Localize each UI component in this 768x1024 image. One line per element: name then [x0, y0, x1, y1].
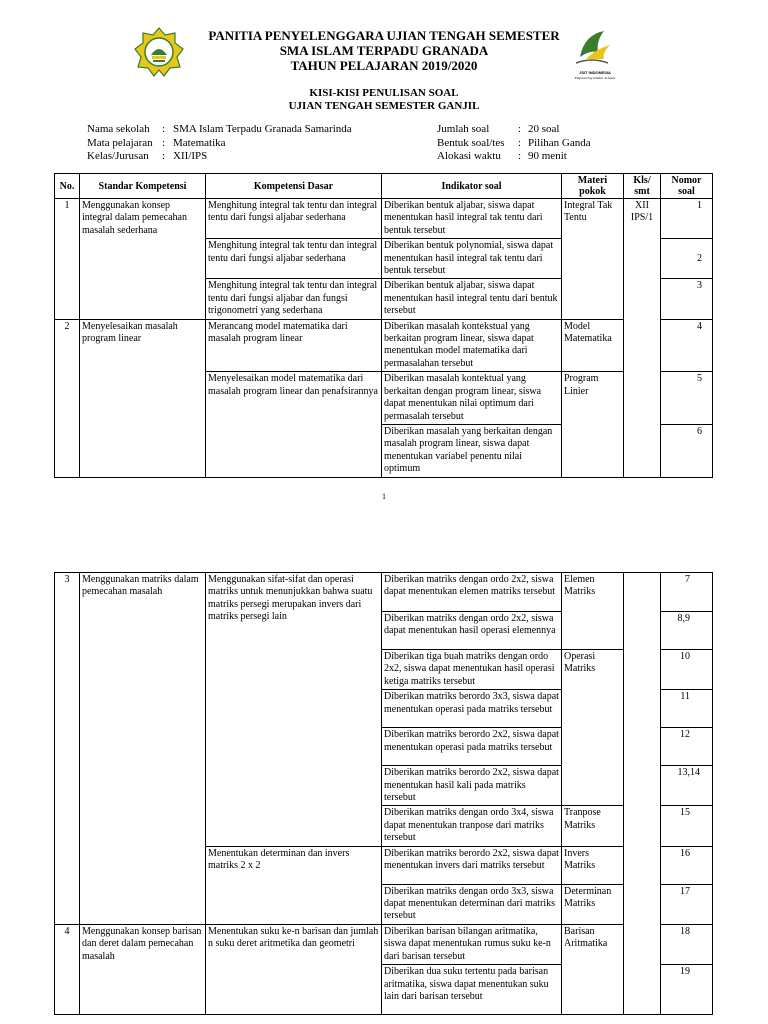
cell-kompetensi-dasar: Merancang model matematika dari masalah program linear [206, 319, 382, 372]
cell-nomor: 12 [661, 728, 713, 766]
jsit-logo-tagline: Empowering Islamic Schools [574, 76, 616, 80]
cell-indikator: Diberikan masalah kontektual yang berkaitan dengan program linear, siswa dapat menentukan nilai optimum dari permasalah tersebut [382, 372, 562, 425]
cell-indikator: Diberikan matriks berordo 2x2, siswa dapat menentukan invers dari matriks tersebut [382, 846, 562, 884]
cell-materi: Determinan Matriks [562, 884, 624, 924]
cell-indikator: Diberikan matriks dengan ordo 2x2, siswa dapat menentukan elemen matriks tersebut [382, 573, 562, 612]
cell-nomor: 4 [661, 319, 713, 372]
document-header [0, 28, 768, 73]
cell-nomor: 3 [661, 279, 713, 319]
header-materi: Materi pokok [562, 174, 624, 199]
cell-indikator: Diberikan bentuk polynomial, siswa dapat menentukan hasil integral tak tentu dari bentuk tersebut [382, 239, 562, 279]
cell-nomor: 15 [661, 806, 713, 846]
grid-table-page-2 [54, 572, 713, 1015]
header-indikator: Indikator soal [382, 174, 562, 199]
cell-nomor: 1 [661, 199, 713, 239]
header-kompetensi-dasar: Kompetensi Dasar [206, 174, 382, 199]
cell-nomor: 16 [661, 846, 713, 884]
info-row-class: Kelas/Jurusan : XII/IPS [87, 150, 208, 162]
cell-no: 3 [55, 573, 80, 925]
table-header-row [55, 174, 713, 199]
cell-no: 2 [55, 319, 80, 477]
cell-standar-kompetensi: Menggunakan konsep integral dalam pemecahan masalah sederhana [80, 199, 206, 320]
cell-indikator: Diberikan tiga buah matriks dengan ordo 2x2, siswa dapat menentukan hasil operasi ketiga matriks tersebut [382, 650, 562, 690]
cell-nomor: 7 [661, 573, 713, 612]
cell-indikator: Diberikan matriks berordo 2x2, siswa dapat menentukan hasil kali pada matriks tersebut [382, 766, 562, 806]
cell-standar-kompetensi: Menggunakan konsep barisan dan deret dalam pemecahan masalah [80, 924, 206, 1014]
cell-indikator: Diberikan bentuk aljabar, siswa dapat menentukan hasil integral tak tentu dari bentuk tersebut [382, 199, 562, 239]
jsit-logo-text: JSIT INDONESIA [579, 70, 611, 75]
cell-kompetensi-dasar: Menghitung integral tak tentu dan integral tentu dari fungsi aljabar sederhana [206, 199, 382, 239]
header-line-1: PANITIA PENYELENGGARA UJIAN TENGAH SEMESTER [208, 28, 560, 43]
cell-kompetensi-dasar: Menentukan suku ke-n barisan dan jumlah n suku deret aritmetika dan geometri [206, 924, 382, 1014]
table-row [55, 199, 713, 239]
header-nomor: Nomor soal [661, 174, 713, 199]
cell-indikator: Diberikan matriks dengan ordo 2x2, siswa dapat menentukan hasil operasi elemennya [382, 612, 562, 650]
cell-nomor: 10 [661, 650, 713, 690]
cell-nomor: 19 [661, 965, 713, 1015]
info-row-time: Alokasi waktu : 90 menit [437, 150, 567, 162]
cell-indikator: Diberikan bentuk aljabar, siswa dapat menentukan hasil integral tentu dari bentuk tersebut [382, 279, 562, 319]
cell-standar-kompetensi: Menggunakan matriks dalam pemecahan masalah [80, 573, 206, 925]
cell-no: 1 [55, 199, 80, 320]
cell-indikator: Diberikan masalah yang berkaitan dengan masalah program linear, siswa dapat menentukan variabel penentu nilai optimum [382, 424, 562, 477]
cell-nomor: 8,9 [661, 612, 713, 650]
info-row-school: Nama sekolah : SMA Islam Terpadu Granada Samarinda [87, 123, 352, 135]
header-kls: Kls/ smt [624, 174, 661, 199]
cell-indikator: Diberikan barisan bilangan aritmatika, siswa dapat menentukan rumus suku ke-n dari barisan tersebut [382, 924, 562, 964]
cell-materi: Program Linier [562, 372, 624, 477]
cell-indikator: Diberikan matriks berordo 3x3, siswa dapat menentukan operasi pada matriks tersebut [382, 690, 562, 728]
grid-table-page-1 [54, 173, 713, 478]
cell-nomor: 17 [661, 884, 713, 924]
cell-kompetensi-dasar: Menentukan determinan dan invers matriks 2 x 2 [206, 846, 382, 924]
cell-nomor: 2 [661, 239, 713, 279]
cell-kompetensi-dasar: Menghitung integral tak tentu dan integral tentu dari fungsi aljabar sederhana [206, 239, 382, 279]
table-row [55, 924, 713, 964]
header-no: No. [55, 174, 80, 199]
subtitle-line-2: UJIAN TENGAH SEMESTER GANJIL [288, 100, 480, 112]
cell-standar-kompetensi: Menyelesaikan masalah program linear [80, 319, 206, 477]
header-line-2: SMA ISLAM TERPADU GRANADA [279, 43, 489, 58]
cell-materi: Barisan Aritmatika [562, 924, 624, 1014]
cell-kompetensi-dasar: Menyelesaikan model matematika dari masalah program linear dan penafsirannya [206, 372, 382, 477]
cell-materi: Invers Matriks [562, 846, 624, 884]
cell-nomor: 11 [661, 690, 713, 728]
cell-materi: Model Matematika [562, 319, 624, 372]
info-row-subject: Mata pelajaran : Matematika [87, 136, 226, 149]
cell-nomor: 5 [661, 372, 713, 425]
document-subtitle [0, 87, 768, 113]
cell-materi: Tranpose Matriks [562, 806, 624, 846]
cell-materi: Integral Tak Tentu [562, 199, 624, 320]
cell-nomor: 18 [661, 924, 713, 964]
cell-indikator: Diberikan matriks dengan ordo 3x4, siswa dapat menentukan tranpose dari matriks tersebut [382, 806, 562, 846]
cell-no: 4 [55, 924, 80, 1014]
info-row-count: Jumlah soal : 20 soal [437, 123, 560, 135]
cell-nomor: 6 [661, 424, 713, 477]
info-left [87, 123, 352, 164]
page-number: 1 [382, 492, 386, 501]
header-line-3: TAHUN PELAJARAN 2019/2020 [290, 58, 478, 73]
cell-indikator: Diberikan matriks berordo 2x2, siswa dapat menentukan operasi pada matriks tersebut [382, 728, 562, 766]
table-row [55, 573, 713, 612]
table-row [55, 319, 713, 372]
cell-indikator: Diberikan dua suku tertentu pada barisan aritmatika, siswa dapat menentukan suku lain dari barisan tersebut [382, 965, 562, 1015]
cell-nomor: 13,14 [661, 766, 713, 806]
cell-indikator: Diberikan masalah kontekstual yang berkaitan program linear, siswa dapat menentukan model matematika dari permasalahan tersebut [382, 319, 562, 372]
cell-materi: Elemen Matriks [562, 573, 624, 650]
cell-kompetensi-dasar: Menghitung integral tak tentu dan integral tentu dari fungsi aljabar dan fungsi trigonometri yang sederhana [206, 279, 382, 319]
cell-kompetensi-dasar: Menggunakan sifat-sifat dan operasi matriks untuk menunjukkan bahwa suatu matriks persegi merupakan invers dari matriks persegi lain [206, 573, 382, 847]
header-standar-kompetensi: Standar Kompetensi [80, 174, 206, 199]
subtitle-line-1: KISI-KISI PENULISAN SOAL [309, 87, 459, 99]
cell-indikator: Diberikan matriks dengan ordo 3x3, siswa dapat menentukan determinan dari matriks tersebut [382, 884, 562, 924]
cell-materi: Operasi Matriks [562, 650, 624, 806]
info-right [437, 123, 591, 164]
cell-kls: XII IPS/1 [624, 199, 661, 478]
cell-kls [624, 573, 661, 1015]
info-row-form: Bentuk soal/tes : Pilihan Ganda [437, 136, 591, 149]
